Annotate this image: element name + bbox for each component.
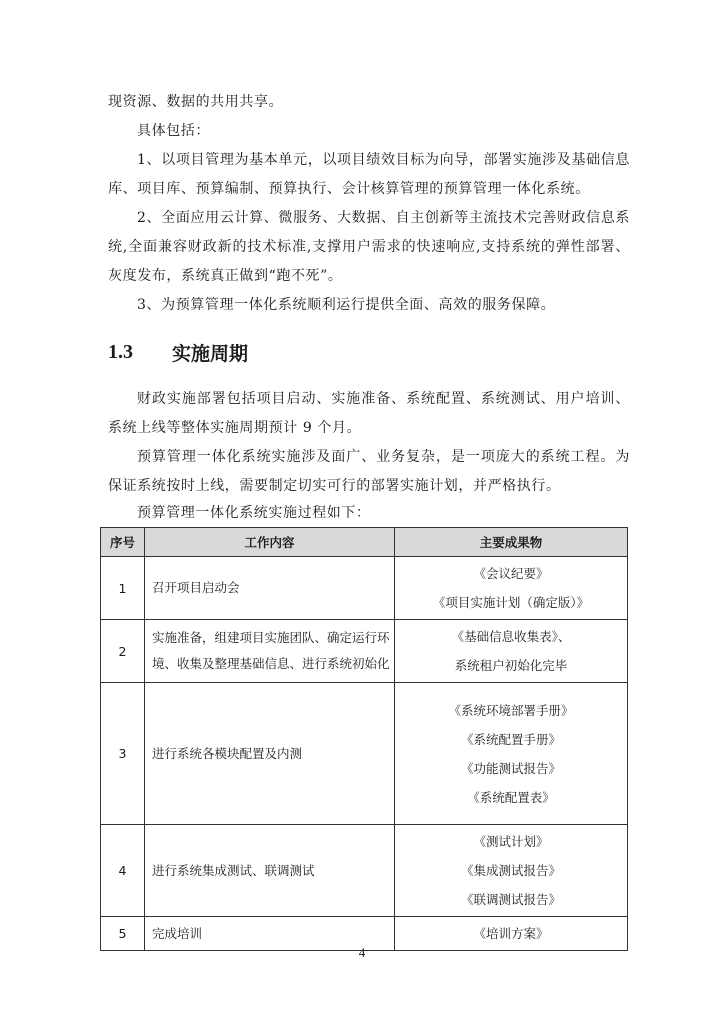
paragraph-item-3: 3、为预算管理一体化系统顺利运行提供全面、高效的服务保障。 <box>137 297 556 313</box>
row-index: 5 <box>101 917 145 951</box>
table-row <box>101 683 628 825</box>
page-number: 4 <box>358 945 366 960</box>
output-item: 《会议纪要》 <box>473 566 549 581</box>
row-outputs <box>395 825 628 917</box>
output-item: 《测试计划》 <box>473 834 549 849</box>
section-heading <box>108 336 248 368</box>
paragraph-item-2: 2、全面应用云计算、微服务、大数据、自主创新等主流技术完善财政信息系统,全面兼容财政新的技术标准,支撑用户需求的快速响应,支持系统的弹性部署、灰度发布，系统真正做到“跑不死”。 <box>108 210 630 284</box>
row-work: 进行系统集成测试、联调测试 <box>145 825 395 917</box>
table-row <box>101 620 628 683</box>
section-number: 1.3 <box>108 340 133 363</box>
row-work: 召开项目启动会 <box>145 557 395 620</box>
output-item: 《功能测试报告》 <box>460 760 561 776</box>
row-outputs <box>395 557 628 620</box>
header-output: 主要成果物 <box>395 528 628 557</box>
paragraph-schedule: 财政实施部署包括项目启动、实施准备、系统配置、系统测试、用户培训、系统上线等整体实施周期预计 9 个月。 <box>108 391 630 436</box>
header-index: 序号 <box>101 528 145 557</box>
table-header-row <box>101 528 628 557</box>
output-item: 《培训方案》 <box>473 926 549 941</box>
output-item: 《系统配置表》 <box>467 789 555 805</box>
section-title: 实施周期 <box>172 342 249 365</box>
row-index: 2 <box>101 620 145 683</box>
row-outputs <box>395 620 628 683</box>
row-work: 完成培训 <box>145 917 395 951</box>
row-index: 3 <box>101 683 145 825</box>
output-item: 《集成测试报告》 <box>460 863 561 878</box>
paragraph-item-1: 1、以项目管理为基本单元，以项目绩效目标为向导，部署实施涉及基础信息库、项目库、预算编制、预算执行、会计核算管理的预算管理一体化系统。 <box>108 152 630 197</box>
paragraph-table-intro: 预算管理一体化系统实施过程如下： <box>137 505 371 521</box>
header-work: 工作内容 <box>145 528 395 557</box>
output-item: 《基础信息收集表》、 <box>451 629 571 644</box>
output-item: 系统租户初始化完毕 <box>454 658 568 673</box>
output-item: 《项目实施计划（确定版）》 <box>432 595 590 610</box>
paragraph-complexity: 预算管理一体化系统实施涉及面广、业务复杂，是一项庞大的系统工程。为保证系统按时上线，需要制定切实可行的部署实施计划，并严格执行。 <box>108 449 630 494</box>
implementation-table <box>100 527 628 951</box>
paragraph-intro: 具体包括： <box>137 123 210 139</box>
output-item: 《系统配置手册》 <box>460 731 561 747</box>
output-item: 《系统环境部署手册》 <box>448 702 574 718</box>
output-item: 《联调测试报告》 <box>460 892 561 907</box>
row-index: 1 <box>101 557 145 620</box>
row-work: 进行系统各模块配置及内测 <box>145 683 395 825</box>
row-work: 实施准备，组建项目实施团队、确定运行环境、收集及整理基础信息、进行系统初始化 <box>145 620 395 683</box>
table-row <box>101 557 628 620</box>
table-row <box>101 825 628 917</box>
row-outputs <box>395 683 628 825</box>
row-index: 4 <box>101 825 145 917</box>
paragraph-continuation: 现资源、数据的共用共享。 <box>108 94 284 110</box>
